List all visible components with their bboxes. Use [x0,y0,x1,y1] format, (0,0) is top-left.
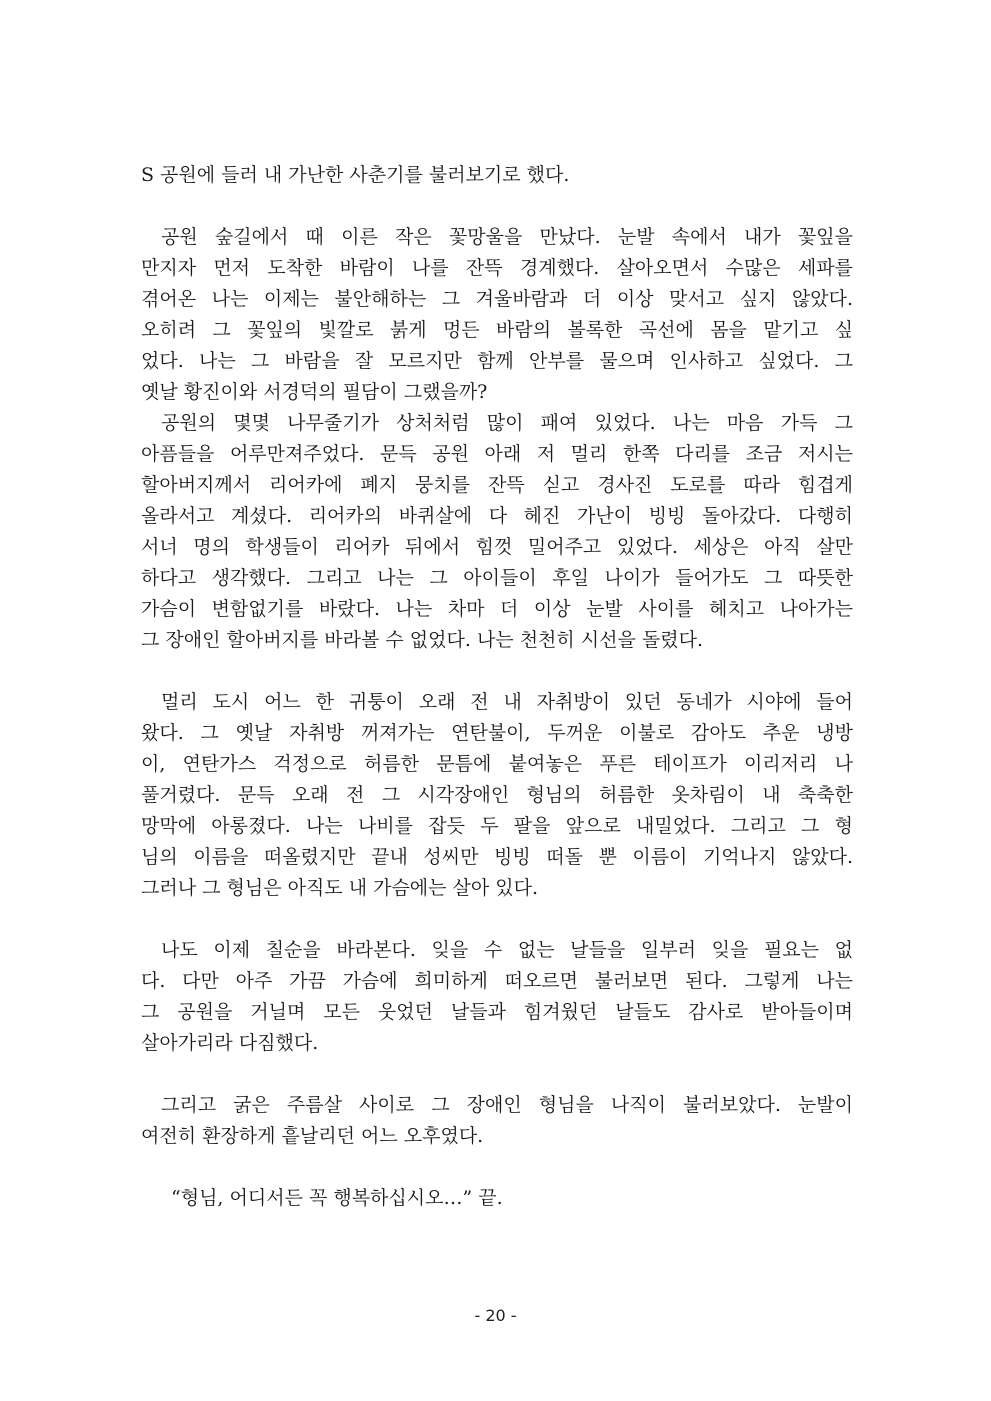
text-line: 그 장애인 할아버지를 바라볼 수 없었다. 나는 천천히 시선을 돌렸다. [141,629,703,651]
text-line: 다. 다만 아주 가끔 가슴에 희미하게 떠오르면 불러보면 된다. 그렇게 나는 [141,970,853,992]
text-line: 여전히 환장하게 흩날리던 어느 오후였다. [141,1125,484,1147]
text-line: 님의 이름을 떠올렸지만 끝내 성씨만 빙빙 떠돌 뿐 이름이 기억나지 않았다. [141,846,853,868]
text-line: 가슴이 변함없기를 바랐다. 나는 차마 더 이상 눈발 사이를 헤치고 나아가는 [141,598,853,620]
text-line: “형님, 어디서든 꼭 행복하십시오…” 끝. [171,1187,503,1209]
page-number: - 20 - [474,1306,517,1325]
text-line: 망막에 아롱졌다. 나는 나비를 잡듯 두 팔을 앞으로 내밀었다. 그리고 그 형 [141,815,853,837]
text-line: S 공원에 들러 내 가난한 사춘기를 불러보기로 했다. [141,164,570,186]
text-line: 풀거렸다. 문득 오래 전 그 시각장애인 형님의 허름한 옷차림이 내 축축한 [141,784,853,806]
text-line: 나도 이제 칠순을 바라본다. 잊을 수 없는 날들을 일부러 잊을 필요는 없 [161,939,853,961]
text-line: 왔다. 그 옛날 자취방 꺼져가는 연탄불이, 두꺼운 이불로 감아도 추운 냉방 [141,722,853,744]
text-line: 아픔들을 어루만져주었다. 문득 공원 아래 저 멀리 한쪽 다리를 조금 저시는 [141,443,853,465]
text-line: 서너 명의 학생들이 리어카 뒤에서 힘껏 밀어주고 있었다. 세상은 아직 살만 [141,536,853,558]
text-line: 었다. 나는 그 바람을 잘 모르지만 함께 안부를 물으며 인사하고 싶었다. 그 [141,350,853,372]
text-line: 오히려 그 꽃잎의 빛깔로 붉게 멍든 바람의 볼록한 곡선에 몸을 맡기고 싶 [141,319,853,341]
blank-line [141,656,853,687]
blank-line [141,1059,853,1090]
text-line: 공원 숲길에서 때 이른 작은 꽃망울을 만났다. 눈발 속에서 내가 꽃잎을 [161,226,853,248]
blank-line [141,904,853,935]
text-line: 만지자 먼저 도착한 바람이 나를 잔뜩 경계했다. 살아오면서 수많은 세파를 [141,257,853,279]
blank-line [141,1152,853,1183]
essay-body [141,160,853,1214]
text-line: 그리고 굵은 주름살 사이로 그 장애인 형님을 나직이 불러보았다. 눈발이 [161,1094,853,1116]
blank-line [141,191,853,222]
text-line: 살아가리라 다짐했다. [141,1032,319,1054]
text-line: 그러나 그 형님은 아직도 내 가슴에는 살아 있다. [141,877,539,899]
text-line: 하다고 생각했다. 그리고 나는 그 아이들이 후일 나이가 들어가도 그 따뜻한 [141,567,853,589]
text-line: 공원의 몇몇 나무줄기가 상처처럼 많이 패여 있었다. 나는 마음 가득 그 [161,412,853,434]
text-line: 옛날 황진이와 서경덕의 필담이 그랬을까? [141,381,488,403]
text-line: 그 공원을 거닐며 모든 웃었던 날들과 힘겨웠던 날들도 감사로 받아들이며 [141,1001,853,1023]
text-line: 멀리 도시 어느 한 귀퉁이 오래 전 내 자취방이 있던 동네가 시야에 들어 [161,691,853,713]
text-line: 올라서고 계셨다. 리어카의 바퀴살에 다 헤진 가난이 빙빙 돌아갔다. 다행히 [141,505,853,527]
text-line: 겪어온 나는 이제는 불안해하는 그 겨울바람과 더 이상 맞서고 싶지 않았다. [141,288,853,310]
text-line: 할아버지께서 리어카에 폐지 뭉치를 잔뜩 싣고 경사진 도로를 따라 힘겹게 [141,474,853,496]
text-line: 이, 연탄가스 걱정으로 허름한 문틈에 붙여놓은 푸른 테이프가 이리저리 나 [141,753,853,775]
